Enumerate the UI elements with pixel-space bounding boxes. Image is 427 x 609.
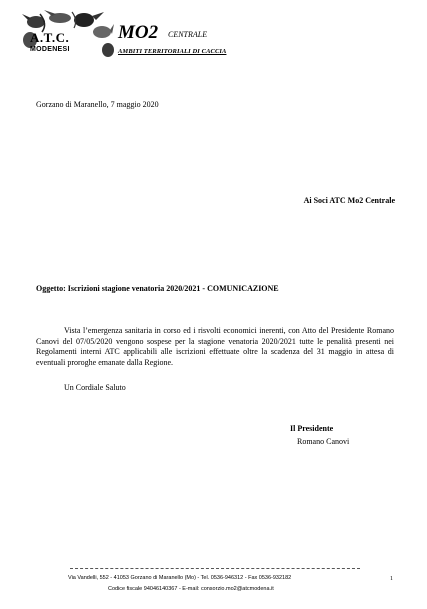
dateline: Gorzano di Maranello, 7 maggio 2020 [36, 100, 159, 109]
signature-name: Romano Canovi [297, 437, 350, 446]
footer-address: Via Vandelli, 552 - 41053 Gorzano di Maranello (Mo) - Tel. 0536-946312 - Fax 0536-932182 [68, 575, 292, 581]
footer-divider [70, 568, 360, 569]
footer-contact: Codice fiscale 94046140367 - E-mail: consorzio.mo2@atcmodena.it [108, 586, 274, 592]
body-paragraph: Vista l’emergenza sanitaria in corso ed i risvolti economici inerenti, con Atto del Presidente Romano Canovi del 07/05/2020 vengono sospese per la stagione venatoria 2020/2021 tutte le penalità presenti nei Regolamenti interni ATC applicabili alle iscrizioni effettuate oltre la scadenza del 31 maggio in attesa di eventuali proroghe emanate dalla Regione. [36, 326, 394, 367]
signature-title: Il Presidente [290, 424, 334, 433]
header-title-suffix: CENTRALE [168, 30, 208, 39]
header-subtitle: AMBITI TERRITORIALI DI CACCIA [118, 48, 227, 55]
addressee: Ai Soci ATC Mo2 Centrale [303, 196, 395, 205]
logo-text: A.T.C. [30, 30, 70, 45]
greeting: Un Cordiale Saluto [64, 383, 126, 392]
page-number: 1 [390, 576, 393, 582]
logo-subtext: MODENESI [30, 46, 70, 53]
header-title: MO2 [118, 22, 159, 43]
subject-line: Oggetto: Iscrizioni stagione venatoria 2020/2021 - COMUNICAZIONE [36, 284, 279, 293]
